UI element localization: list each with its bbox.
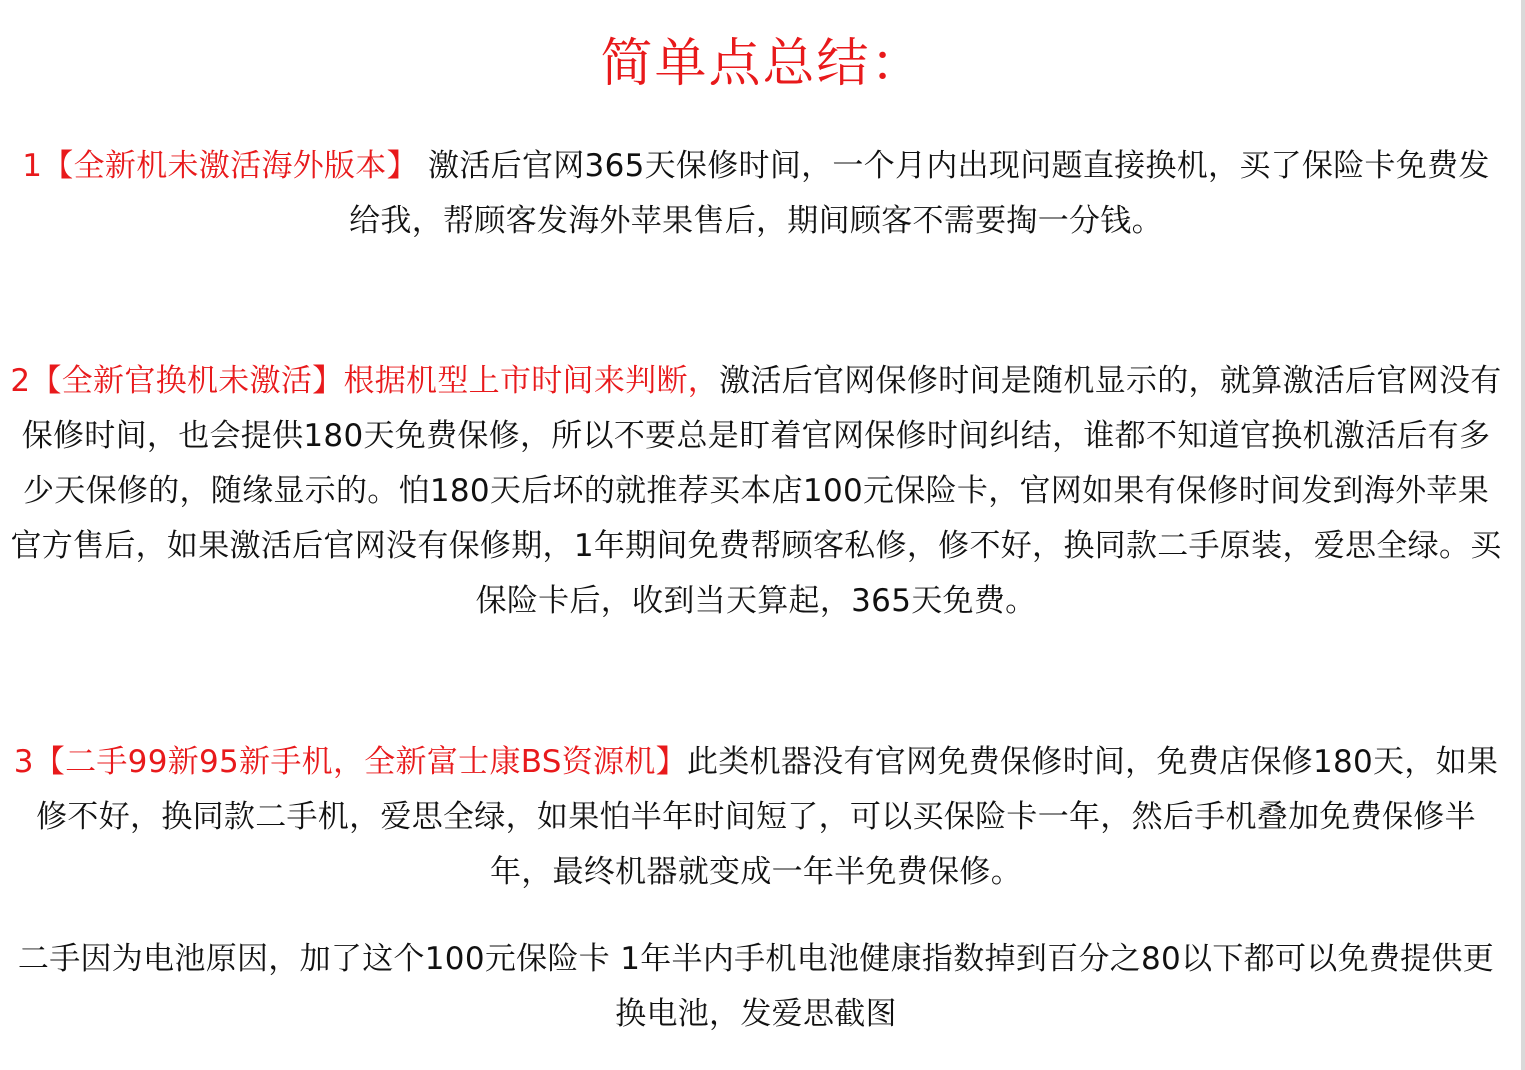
battery-note: 二手因为电池原因，加了这个100元保险卡 1年半内手机电池健康指数掉到百分之80以下都可以免费提供更换电池，发爱思截图 bbox=[17, 941, 1495, 1032]
item-number: 3 bbox=[13, 744, 34, 780]
summary-item-1 bbox=[8, 139, 1504, 249]
item-heading: 【全新官换机未激活】根据机型上市时间来判断， bbox=[30, 363, 720, 399]
summary-item-2 bbox=[8, 354, 1504, 629]
item-heading: 【全新机未激活海外版本】 bbox=[42, 148, 418, 184]
item-body: 此类机器没有官网免费保修时间，免费店保修180天，如果修不好，换同款二手机，爱思全绿，如果怕半年时间短了，可以买保险卡一年，然后手机叠加免费保修半年，最终机器就变成一年半免费保修。 bbox=[36, 744, 1499, 890]
page-title: 简单点总结： bbox=[600, 34, 925, 94]
page-edge-divider bbox=[1521, 0, 1525, 1070]
summary-item-3 bbox=[8, 735, 1504, 900]
item-number: 1 bbox=[22, 148, 43, 184]
item-body: 激活后官网365天保修时间，一个月内出现问题直接换机，买了保险卡免费发给我，帮顾客发海外苹果售后，期间顾客不需要掏一分钱。 bbox=[349, 148, 1490, 239]
item-body: 激活后官网保修时间是随机显示的，就算激活后官网没有保修时间，也会提供180天免费保修，所以不要总是盯着官网保修时间纠结，谁都不知道官换机激活后有多少天保修的，随缘显示的。怕180天后坏的就推荐买本店100元保险卡，官网如果有保修时间发到海外苹果官方售后，如果激活后官网没有保修期，1年期间免费帮顾客私修，修不好，换同款二手原装，爱思全绿。买保险卡后，收到当天算起，365天免费。 bbox=[10, 363, 1502, 619]
item-heading: 【二手99新95新手机，全新富士康BS资源机】 bbox=[33, 744, 687, 780]
item-number: 2 bbox=[10, 363, 31, 399]
